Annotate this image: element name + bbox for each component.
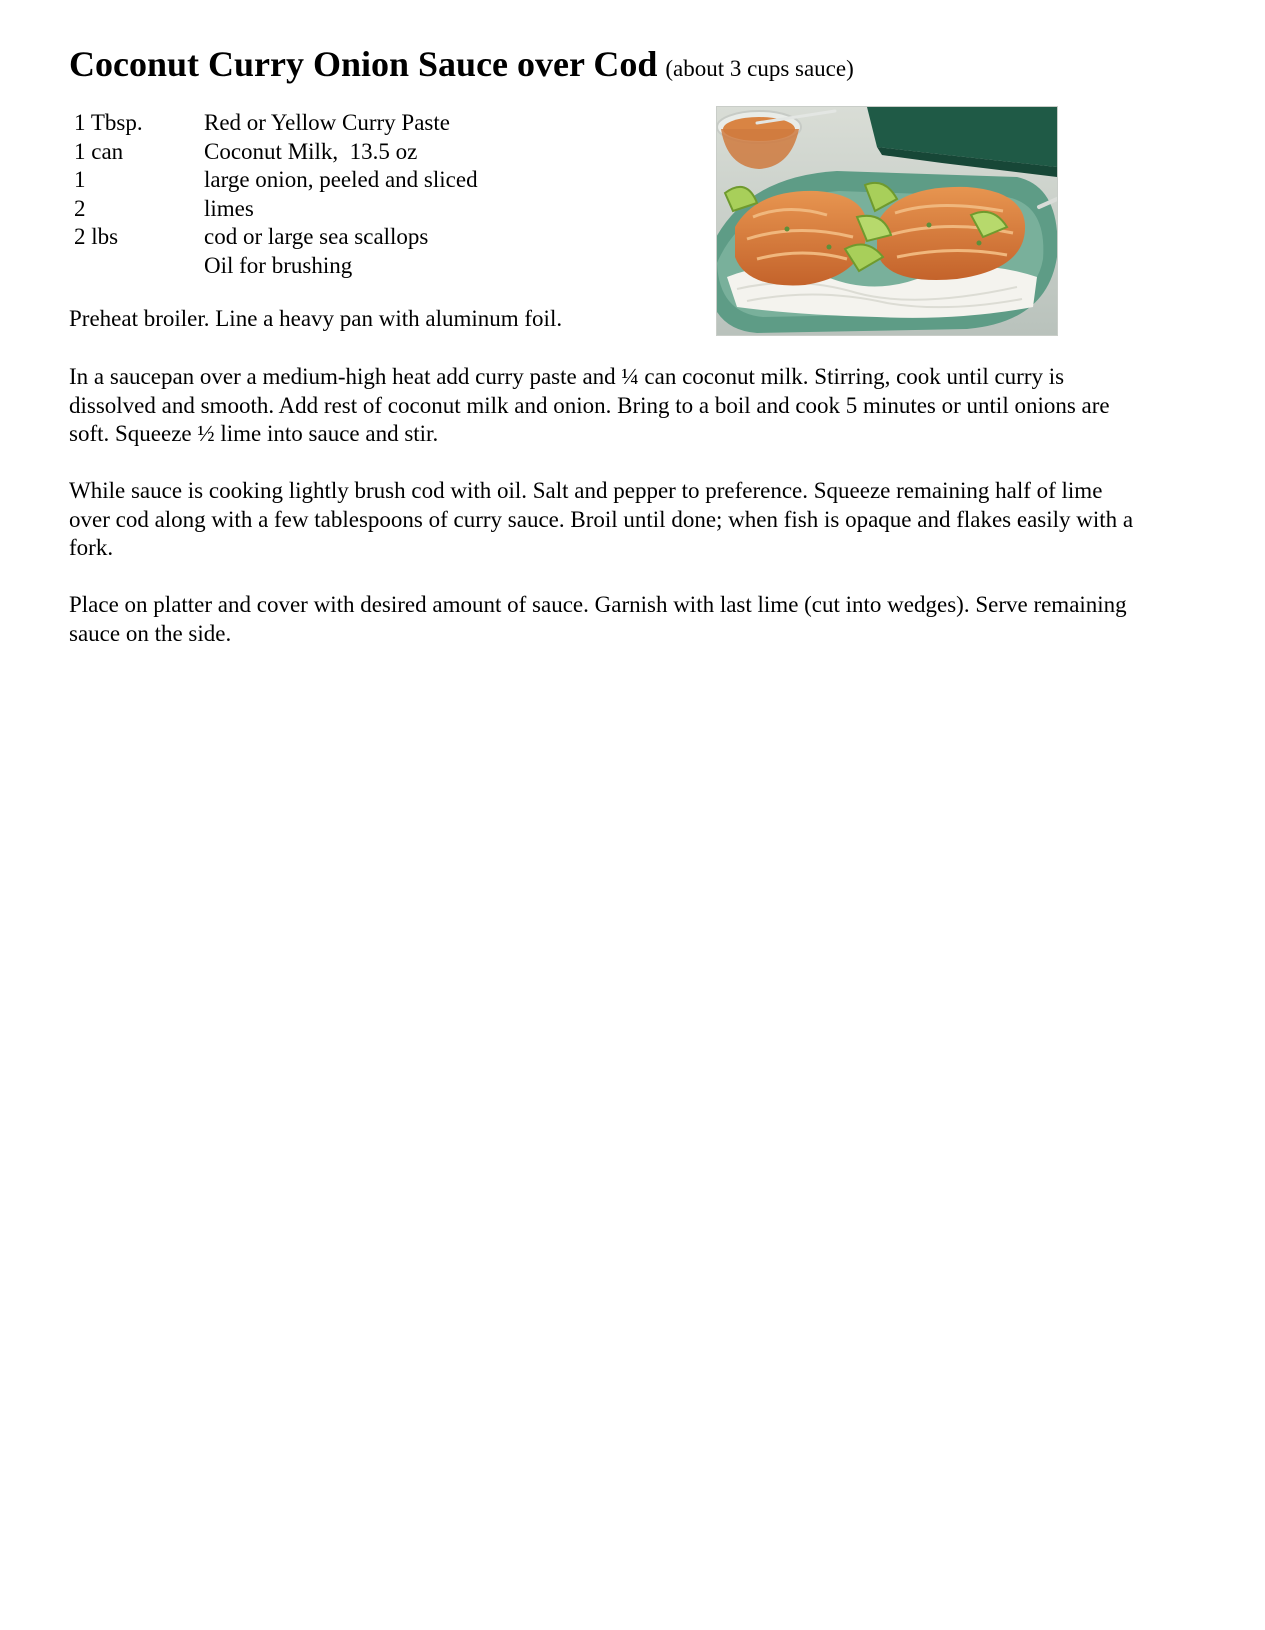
ingredient-quantity: 2 [74, 195, 86, 221]
step-1: Preheat broiler. Line a heavy pan with aluminum foil. [69, 306, 563, 331]
ingredient-name: limes [204, 195, 254, 221]
step-2: In a saucepan over a medium-high heat add curry paste and ¼ can coconut milk. Stirring, cook until curry is dissolved and smooth. Add rest of coconut milk and onion. Bring to a boil and cook 5 minutes or until onions are soft. Squeeze ½ lime into sauce and stir. [69, 364, 1110, 447]
ingredient-quantity: 1 Tbsp. [74, 110, 143, 135]
recipe-yield: (about 3 cups sauce) [665, 56, 854, 81]
ingredient-row [74, 109, 634, 138]
ingredient-list [74, 109, 634, 281]
ingredient-row [74, 166, 634, 195]
recipe-title: Coconut Curry Onion Sauce over Cod [69, 44, 658, 84]
ingredient-row [74, 138, 634, 167]
ingredient-name: cod or large sea scallops [204, 224, 429, 250]
ingredient-quantity: 2 lbs [74, 224, 119, 250]
ingredient-quantity: 1 can [74, 138, 124, 164]
ingredient-row [74, 223, 634, 252]
ingredient-name: Oil for brushing [204, 252, 353, 278]
title-row [69, 42, 854, 94]
ingredient-name: large onion, peeled and sliced [204, 167, 478, 193]
food-photo-icon [716, 106, 1058, 336]
ingredient-name: Red or Yellow Curry Paste [204, 110, 450, 135]
ingredient-name: Coconut Milk, 13.5 oz [204, 138, 418, 164]
ingredient-quantity: 1 [74, 167, 86, 193]
ingredient-row [74, 195, 634, 224]
step-3: While sauce is cooking lightly brush cod with oil. Salt and pepper to preference. Squeeze remaining half of lime over cod along with a few tablespoons of curry sauce. Broil until done; when fish is opaque and flakes easily with a fork. [69, 478, 1134, 561]
ingredient-row [74, 252, 634, 281]
step-4: Place on platter and cover with desired amount of sauce. Garnish with last lime (cut into wedges). Serve remaining sauce on the side. [69, 592, 1127, 646]
